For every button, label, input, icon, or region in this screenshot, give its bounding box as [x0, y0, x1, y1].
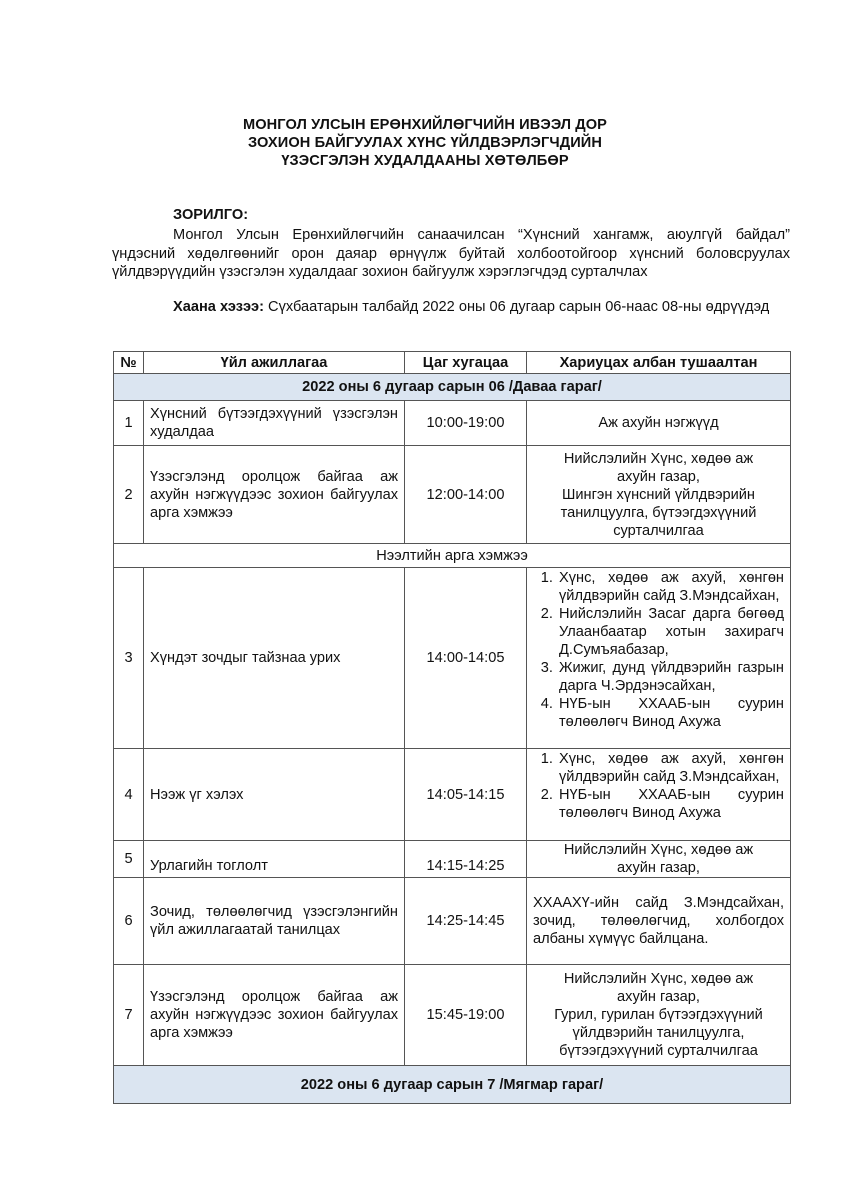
row-number: 4 [114, 749, 144, 841]
activity-cell: Хүндэт зочдыг тайзнаа урих [144, 568, 405, 749]
responsible-list-item: 1. Хүнс, хөдөө аж ахуй, хөнгөн үйлдвэрийн сайд З.Мэндсайхан, [557, 750, 784, 786]
time-cell: 10:00-19:00 [405, 401, 527, 446]
table-header-row [114, 352, 791, 374]
day-row-1 [114, 374, 791, 401]
where-when-label: Хаана хэзээ: [173, 299, 264, 315]
responsible-cell: ХХААХҮ-ийн сайд З.Мэндсайхан, зочид, төлөөлөгчид, холбогдох албаны хүмүүс байлцана. [527, 878, 791, 965]
responsible-list-item: 4. НҮБ-ын ХХААБ-ын суурин төлөөлөгч Винод Ахужа [557, 695, 784, 731]
responsible-line: Шингэн хүнсний үйлдвэрийн [562, 486, 755, 503]
table-row [114, 749, 791, 841]
responsible-list-item: 3. Жижиг, дунд үйлдвэрийн газрын дарга Ч.Эрдэнэсайхан, [557, 659, 784, 695]
responsible-list-item: 2. НҮБ-ын ХХААБ-ын суурин төлөөлөгч Винод Ахужа [557, 786, 784, 822]
title-line-1: МОНГОЛ УЛСЫН ЕРӨНХИЙЛӨГЧИЙН ИВЭЭЛ ДОР [242, 117, 608, 133]
document-title [200, 116, 650, 170]
header-responsible: Хариуцах албан тушаалтан [527, 352, 791, 374]
title-line-3: ҮЗЭСГЭЛЭН ХУДАЛДААНЫ ХӨТӨЛБӨР [281, 153, 569, 169]
responsible-line: ахуйн газар, [617, 860, 700, 876]
where-when-paragraph [112, 298, 790, 317]
section-row-opening [114, 544, 791, 568]
activity-cell: Нээж үг хэлэх [144, 749, 405, 841]
table-row [114, 446, 791, 544]
header-time: Цаг хугацаа [405, 352, 527, 374]
responsible-line: Нийслэлийн Хүнс, хөдөө аж [563, 971, 754, 987]
section-opening-label: Нээлтийн арга хэмжээ [114, 544, 791, 568]
row-number: 7 [114, 965, 144, 1066]
responsible-cell [527, 568, 791, 749]
header-activity: Үйл ажиллагаа [144, 352, 405, 374]
row-number: 3 [114, 568, 144, 749]
day-row-2 [114, 1066, 791, 1104]
title-line-2: ЗОХИОН БАЙГУУЛАХ ХҮНС ҮЙЛДВЭРЛЭГЧДИЙН [247, 135, 603, 151]
row-number: 6 [114, 878, 144, 965]
activity-cell: Үзэсгэлэнд оролцож байгаа аж ахуйн нэгжүүдээс зохион байгуулах арга хэмжээ [144, 446, 405, 544]
schedule-table [113, 351, 791, 1104]
responsible-line: танилцуулга, бүтээгдэхүүний [560, 504, 757, 521]
time-cell: 14:00-14:05 [405, 568, 527, 749]
responsible-line: ахуйн газар, [617, 989, 700, 1005]
header-no: № [114, 352, 144, 374]
responsible-line: үйлдвэрийн танилцуулга, [572, 1025, 745, 1041]
day-1-label: 2022 оны 6 дугаар сарын 06 /Даваа гараг/ [114, 374, 791, 401]
day-2-label: 2022 оны 6 дугаар сарын 7 /Мягмар гараг/ [114, 1066, 791, 1104]
goal-paragraph: Монгол Улсын Ерөнхийлөгчийн санаачилсан “Хүнсний хангамж, аюулгүй байдал” үндэсний хөдөлгөөнийг орон даяар өрнүүлж буйтай холбоотойгоор хүнсний боловсруулах үйлдвэрүүдийн үзэсгэлэн худалдааг зохион байгуулж хэрэглэгчдэд сурталчлах [112, 227, 790, 280]
time-cell: 14:15-14:25 [405, 841, 527, 878]
responsible-line: бүтээгдэхүүний сурталчилгаа [559, 1043, 758, 1059]
table-row [114, 841, 791, 878]
responsible-list [533, 750, 784, 822]
responsible-line: Нийслэлийн Хүнс, хөдөө аж [563, 450, 754, 467]
row-number: 2 [114, 446, 144, 544]
activity-cell: Зочид, төлөөлөгчид үзэсгэлэнгийн үйл ажиллагаатай танилцах [144, 878, 405, 965]
responsible-cell [527, 965, 791, 1066]
activity-cell: Үзэсгэлэнд оролцож байгаа аж ахуйн нэгжүүдээс зохион байгуулах арга хэмжээ [144, 965, 405, 1066]
responsible-list [533, 569, 784, 731]
table-row [114, 401, 791, 446]
responsible-line: Гурил, гурилан бүтээгдэхүүний [554, 1007, 763, 1023]
responsible-line: ахуйн газар, [617, 468, 700, 485]
time-cell: 12:00-14:00 [405, 446, 527, 544]
table-row [114, 878, 791, 965]
responsible-cell [527, 749, 791, 841]
where-when-text: Сүхбаатарын талбайд 2022 оны 06 дугаар сарын 06-наас 08-ны өдрүүдэд [263, 299, 770, 315]
responsible-cell [527, 446, 791, 544]
responsible-list-item: 1. Хүнс, хөдөө аж ахуй, хөнгөн үйлдвэрийн сайд З.Мэндсайхан, [557, 569, 784, 605]
table-row [114, 965, 791, 1066]
time-cell: 14:25-14:45 [405, 878, 527, 965]
time-cell: 14:05-14:15 [405, 749, 527, 841]
responsible-cell [527, 841, 791, 878]
responsible-line: Нийслэлийн Хүнс, хөдөө аж [563, 842, 754, 858]
responsible-cell: Аж ахуйн нэгжүүд [527, 401, 791, 446]
time-cell: 15:45-19:00 [405, 965, 527, 1066]
activity-cell: Урлагийн тоглолт [144, 841, 405, 878]
table-row [114, 568, 791, 749]
responsible-line: сурталчилгаа [613, 522, 704, 539]
responsible-list-item: 2. Нийслэлийн Засаг дарга бөгөөд Улаанбаатар хотын захирагч Д.Сумъяабазар, [557, 605, 784, 659]
row-number: 1 [114, 401, 144, 446]
row-number: 5 [114, 841, 144, 878]
activity-cell: Хүнсний бүтээгдэхүүний үзэсгэлэн худалдаа [144, 401, 405, 446]
goal-heading: ЗОРИЛГО: [173, 207, 249, 223]
